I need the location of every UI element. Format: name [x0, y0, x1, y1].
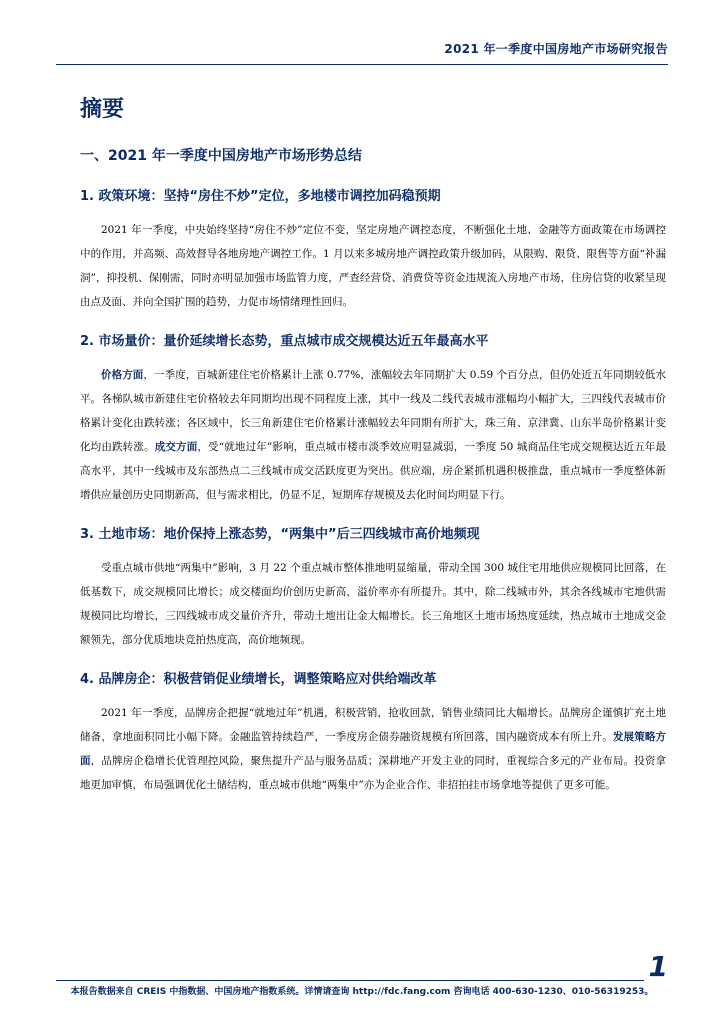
policy-paragraph — [80, 218, 666, 314]
summary-item-policy — [80, 185, 666, 314]
policy-heading: 1. 政策环境：坚持“房住不炒”定位，多地楼市调控加码稳预期 — [80, 189, 441, 204]
summary-item-land — [80, 523, 666, 652]
header-divider — [56, 64, 668, 65]
policy-text: 2021 年一季度，中央始终坚持“房住不炒”定位不变，坚定房地产调控态度，不断强化土地、金融等方面政策在市场调控中的作用，并高频、高效督导各地房地产调控工作。1 月以来多城房地产调控政策升级加码，从限购、限贷、限售等方面“补漏洞”，抑投机、保刚需，同时亦明显加强市场监管力度，严查经营贷、消费贷等资金违规流入房地产市场，住房信贷的收紧呈现由点及面、并向全国扩围的趋势，力促市场情绪理性回归。 — [80, 224, 666, 308]
footer-source-note: 本报告数据来自 CREIS 中指数据、中国房地产指数系统。详情请查询 http://fdc.fang.com 咨询电话 400-630-1230、010-56319253。 — [70, 987, 654, 997]
market-heading: 2. 市场量价：量价延续增长态势，重点城市成交规模达近五年最高水平 — [80, 334, 489, 349]
summary-item-market — [80, 330, 666, 507]
land-text: 受重点城市供地“两集中”影响，3 月 22 个重点城市整体推地明显缩量，带动全国 300 城住宅用地供应规模同比回落，在低基数下，成交规模同比增长；成交楼面均价创历史新高，溢价率亦有所提升。其中，除二线城市外，其余各线城市宅地供需规模同比均增长，三四线城市成交量价齐升，带动土地出让金大幅增长。长三角地区土地市场热度延续，热点城市土地成交金额领先，部分优质地块竞拍热度高，高价地频现。 — [80, 562, 666, 646]
price-text: ，一季度，百城新建住宅价格累计上涨 0.77%，涨幅较去年同期扩大 0.59 个百分点，但仍处近五年同期较低水平。各梯队城市新建住宅价格较去年同期均出现不同程度上涨，其中一线及二线代表城市涨幅均小幅扩大，三四线代表城市价格累计变化由跌转涨；各区域中，长三角新建住宅价格累计涨幅较去年同期有所扩大，珠三角、京津冀、山东半岛价格累计变化均由跌转涨。 — [80, 369, 667, 453]
developers-text-1: 2021 年一季度，品牌房企把握“就地过年”机遇，积极营销，抢收回款，销售业绩同比大幅增长。品牌房企谨慎扩充土地储备，拿地面积同比小幅下降。金融监管持续趋严，一季度房企债券融资规模有所回落，国内融资成本有所上升。 — [80, 707, 666, 743]
price-keyword: 价格方面 — [101, 369, 144, 381]
transaction-keyword: 成交方面 — [154, 441, 198, 453]
section-title: 一、2021 年一季度中国房地产市场形势总结 — [80, 148, 362, 164]
abstract-title: 摘要 — [80, 97, 125, 122]
strategy-keyword: 发展策略方面 — [80, 731, 667, 767]
summary-item-developers — [80, 668, 666, 797]
main-content — [80, 92, 666, 813]
transaction-text: ，受“就地过年”影响，重点城市楼市淡季效应明显减弱，一季度 50 城商品住宅成交规模达近五年最高水平，其中一线城市及东部热点二三线城市成交活跃度更为突出。供应端，房企紧抓机遇积极推盘，重点城市一季度整体新增供应量创历史同期新高，但与需求相比，仍显不足，短期库存规模及去化时间均明显下行。 — [80, 441, 667, 501]
market-paragraph — [80, 363, 666, 507]
page-header-title: 2021 年一季度中国房地产市场研究报告 — [444, 42, 668, 56]
land-heading: 3. 土地市场：地价保持上涨态势，“两集中”后三四线城市高价地频现 — [80, 527, 480, 542]
developers-paragraph — [80, 701, 666, 797]
land-paragraph — [80, 556, 666, 652]
page-number: 1 — [648, 950, 668, 983]
developers-heading: 4. 品牌房企：积极营销促业绩增长，调整策略应对供给端改革 — [80, 672, 437, 687]
developers-text-2: ，品牌房企稳增长优管理控风险，聚焦提升产品与服务品质；深耕地产开发主业的同时，重视综合多元的产业布局。投资拿地更加审慎，布局强调优化土储结构，重点城市供地“两集中”亦为企业合作、非招拍挂市场拿地等提供了更多可能。 — [80, 755, 667, 791]
footer-divider — [56, 980, 644, 981]
